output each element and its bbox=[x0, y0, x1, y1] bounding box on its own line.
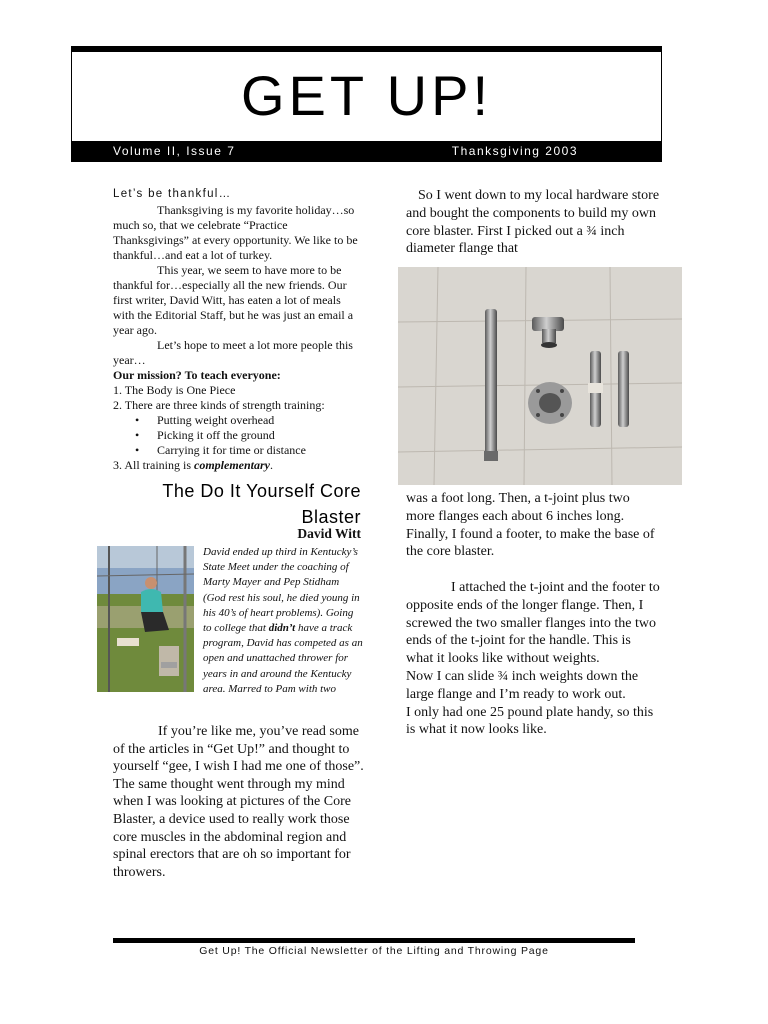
issue-date: Thanksgiving 2003 bbox=[451, 144, 578, 158]
article-paragraph: So I went down to my local hardware store and bought the components to build my own core blaster. First I picked out a ¾ inch diameter flange that bbox=[406, 188, 660, 257]
volume-issue: Volume II, Issue 7 bbox=[113, 144, 236, 158]
complementary-emphasis: complementary bbox=[194, 458, 270, 472]
mission-heading: Our mission? To teach everyone: bbox=[113, 368, 281, 382]
footer-text: Get Up! The Official Newsletter of the Lifting and Throwing Page bbox=[199, 945, 549, 957]
intro-kicker: Let’s be thankful… bbox=[113, 188, 232, 200]
mission-item-prefix: 3. All training is bbox=[113, 458, 194, 472]
intro-column bbox=[113, 188, 363, 473]
training-list bbox=[113, 413, 363, 458]
bio-emphasis: didn’t bbox=[268, 622, 296, 635]
bio-text: have a track program, David has competed as an open and unattached thrower for years in and around the Kentucky area. Marred to Pam with two bbox=[203, 622, 363, 695]
training-bullet: • Putting weight overhead bbox=[157, 413, 363, 428]
article-paragraph: Now I can slide ¾ inch weights down the large flange and I’m ready to work out. bbox=[406, 668, 639, 702]
intro-paragraph: Thanksgiving is my favorite holiday…so much so, that we celebrate “Practice Thanksgivings” at every opportunity. We like to be thankful…and eat a lot of turkey. bbox=[113, 203, 358, 262]
article-body bbox=[113, 723, 365, 881]
article-paragraph: I attached the t-joint and the footer to opposite ends of the longer flange. Then, I screwed the two smaller flanges into the two ends of the t-joint for the handle. This is what it looks like without weights. bbox=[406, 579, 660, 667]
right-column-body bbox=[406, 490, 660, 739]
training-bullet: • Carrying it for time or distance bbox=[157, 443, 363, 458]
mission-item-suffix: . bbox=[269, 458, 273, 472]
article-title: The Do It Yourself Core Blaster bbox=[162, 481, 361, 527]
training-bullet: • Picking it off the ground bbox=[157, 428, 363, 443]
pipe-components-photo bbox=[398, 267, 682, 485]
intro-paragraph: This year, we seem to have more to be thankful for…especially all the new friends. Our first writer, David Witt, has eaten a lot of meals with the Editorial Staff, but he was just an email a year ago. bbox=[113, 263, 354, 337]
mission-item bbox=[113, 458, 363, 473]
article-byline: David Witt bbox=[297, 526, 361, 541]
mission-item: 2. There are three kinds of strength training: bbox=[113, 398, 325, 412]
right-column-top bbox=[406, 187, 660, 258]
issue-strip bbox=[71, 141, 662, 162]
mission-item: 1. The Body is One Piece bbox=[113, 383, 236, 397]
footer-rule bbox=[113, 938, 635, 943]
masthead bbox=[71, 52, 662, 141]
article-paragraph: was a foot long. Then, a t-joint plus two more flanges each about 6 inches long. Finally, I found a footer, to make the base of the core blaster. bbox=[406, 491, 655, 560]
newsletter-title: GET UP! bbox=[240, 64, 492, 127]
article-paragraph: I only had one 25 pound plate handy, so this is what it now looks like. bbox=[406, 704, 654, 738]
bio-text: David ended up third in Kentucky’s State Meet under the coaching of Marty Mayer and Pep Stidham (God rest his soul, he died young in his 40’s of heart problems). Going to college that bbox=[203, 546, 360, 635]
author-bio bbox=[113, 545, 363, 697]
article-paragraph: If you’re like me, you’ve read some of the articles in “Get Up!” and thought to yourself “gee, I wish I had me one of those”. The same thought went through my mind when I was looking at pictures of the Core Blaster, a device used to really work those core muscles in the abdominal region and spinal erectors that are oh so important for throwers. bbox=[113, 724, 364, 880]
intro-paragraph: Let’s hope to meet a lot more people this year… bbox=[113, 338, 353, 367]
